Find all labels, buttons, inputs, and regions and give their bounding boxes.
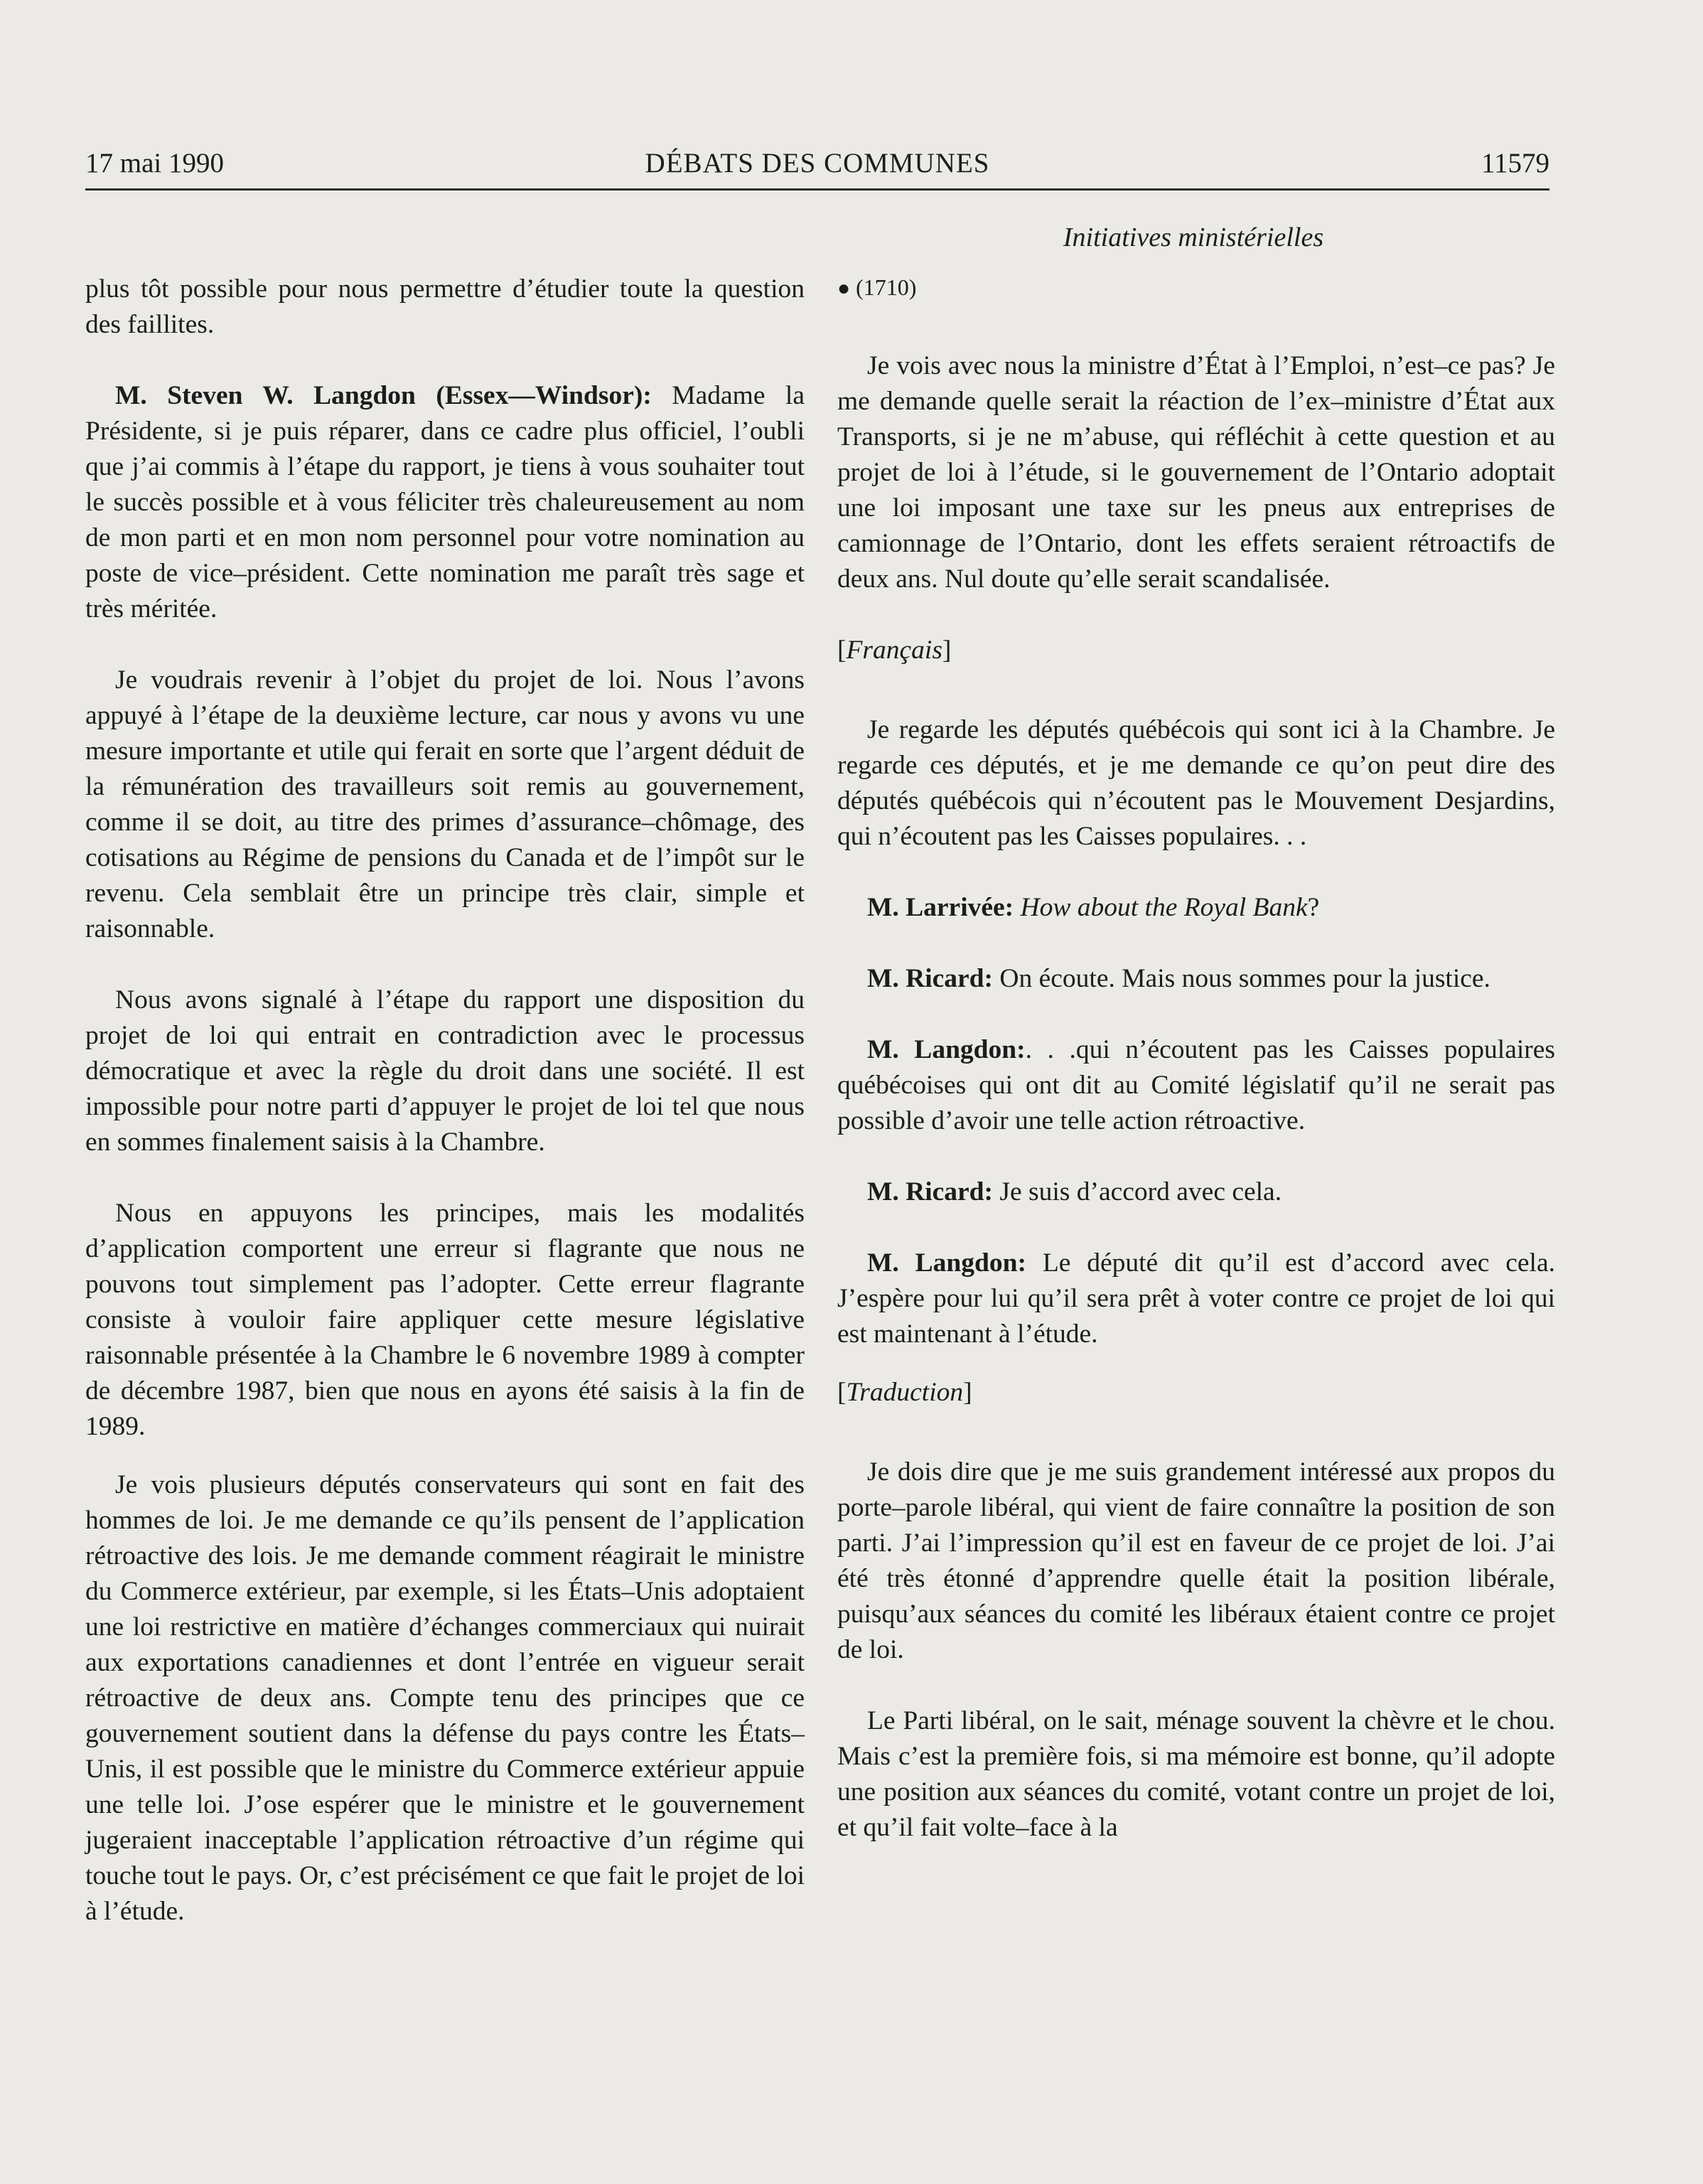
paragraph [837,1174,1555,1210]
time-marker-text: (1710) [856,274,917,300]
language-marker-text: Traduction [846,1378,964,1407]
speech-text: Madame la Présidente, si je puis réparer, dans ce cadre plus officiel, l’oubli que j’ai commis à l’étape du rapport, je tiens à vous souhaiter tout le succès possible et à vous féliciter très chaleureusement au nom de mon parti et en mon nom personnel pour votre nomination au poste de vice–président. Cette nomination me paraît très sage et très méritée. [85,381,805,623]
paragraph [837,890,1555,926]
speaker-name: M. Ricard: [867,1177,994,1206]
speech-text: On écoute. Mais nous sommes pour la justice. [993,964,1490,993]
left-column [85,272,805,1929]
paragraph: Je regarde les députés québécois qui sont ici à la Chambre. Je regarde ces députés, et je me demande ce qu’on peut dire des députés québécois qui n’écoutent pas le Mouvement Desjardins, qui n’écoutent pas les Caisses populaires. . . [837,715,1555,851]
paragraph [837,1246,1555,1352]
speaker-name: M. Langdon: [867,1035,1026,1064]
paragraph: plus tôt possible pour nous permettre d’étudier toute la question des faillites. [85,274,805,339]
section-title: Initiatives ministérielles [1063,223,1324,252]
time-marker [837,272,1555,304]
language-marker-text: Français [846,636,942,665]
paragraph [837,961,1555,997]
right-column [837,272,1555,1846]
paragraph [837,1032,1555,1139]
speech-text: Je suis d’accord avec cela. [993,1177,1282,1206]
speech-text: How about the Royal Bank [1020,893,1308,922]
paragraph: Nous avons signalé à l’étape du rapport une disposition du projet de loi qui entrait en contradiction avec le processus démocratique et avec la règle du droit dans une société. Il est impossible pour notre parti d’appuyer le projet de loi tel que nous en sommes finalement saisis à la Chambre. [85,985,805,1157]
header-title: DÉBATS DES COMMUNES [645,148,990,178]
paragraph: Le Parti libéral, on le sait, ménage souvent la chèvre et le chou. Mais c’est la première fois, si ma mémoire est bonne, qu’il adopte une position aux séances du comité, votant contre un projet de loi, et qu’il fait volte–face à la [837,1706,1555,1842]
speech-text-end: ? [1307,893,1320,922]
speaker-name: M. Larrivée: [867,893,1014,922]
speaker-name: M. Steven W. Langdon (Essex—Windsor): [115,381,652,410]
paragraph: Je dois dire que je me suis grandement intéressé aux propos du porte–parole libéral, qui vient de faire connaître la position de son parti. J’ai l’impression qu’il est en faveur de ce projet de loi. J’ai été très étonné d’apprendre quelle était la position libérale, puisqu’aux séances du comité les libéraux étaient contre ce projet de loi. [837,1457,1555,1664]
speaker-name: M. Langdon: [867,1248,1026,1278]
paragraph: Nous en appuyons les principes, mais les modalités d’application comportent une erreur si flagrante que nous ne pouvons tout simplement pas l’adopter. Cette erreur flagrante consiste à vouloir faire appliquer cette mesure législative raisonnable présentée à la Chambre le 6 novembre 1989 à compter de décembre 1987, bien que nous en ayons été saisis à la fin de 1989. [85,1199,805,1441]
speech-text: . . .qui n’écoutent pas les Caisses populaires québécoises qui ont dit au Comité législatif qu’il ne serait pas possible d’avoir une telle action rétroactive. [837,1035,1555,1135]
language-marker: [Français] [837,636,952,665]
header-date: 17 mai 1990 [85,148,224,178]
language-marker: [Traduction] [837,1378,972,1407]
speech-text: Le député dit qu’il est d’accord avec cela. J’espère pour lui qu’il sera prêt à voter contre ce projet de loi qui est maintenant à l’étude. [837,1248,1555,1349]
bullet-icon: ● [837,277,851,300]
paragraph: Je vois plusieurs députés conservateurs qui sont en fait des hommes de loi. Je me demande ce qu’ils pensent de l’application rétroactive des lois. Je me demande comment réagirait le ministre du Commerce extérieur, par exemple, si les États–Unis adoptaient une loi restrictive en matière d’échanges commerciaux qui nuirait aux exportations canadiennes et dont l’entrée en vigueur serait rétroactive de deux ans. Compte tenu des principes que ce gouvernement soutient dans la défense du pays contre les États–Unis, il est possible que le ministre du Commerce extérieur appuie une telle loi. J’ose espérer que le ministre et le gouvernement jugeraient inacceptable l’application rétroactive d’un régime qui touche tout le pays. Or, c’est précisément ce que fait le projet de loi à l’étude. [85,1470,805,1926]
page-header [85,146,1549,191]
paragraph: Je voudrais revenir à l’objet du projet de loi. Nous l’avons appuyé à l’étape de la deuxième lecture, car nous y avons vu une mesure importante et utile qui ferait en sorte que l’argent déduit de la rémunération des travailleurs soit remis au gouvernement, comme il se doit, au titre des primes d’assurance–chômage, des cotisations au Régime de pensions du Canada et de l’impôt sur le revenu. Cela semblait être un principe très clair, simple et raisonnable. [85,665,805,943]
header-page-number: 11579 [1481,148,1549,178]
paragraph: Je vois avec nous la ministre d’État à l’Emploi, n’est–ce pas? Je me demande quelle serait la réaction de l’ex–ministre d’État aux Transports, si je ne m’abuse, qui réfléchit à cette question et au projet de loi à l’étude, si le gouvernement de l’Ontario adoptait une loi imposant une taxe sur les pneus aux entreprises de camionnage de l’Ontario, dont les effets seraient rétroactifs de deux ans. Nul doute qu’elle serait scandalisée. [837,351,1555,594]
paragraph [85,378,805,627]
speaker-name: M. Ricard: [867,964,994,993]
